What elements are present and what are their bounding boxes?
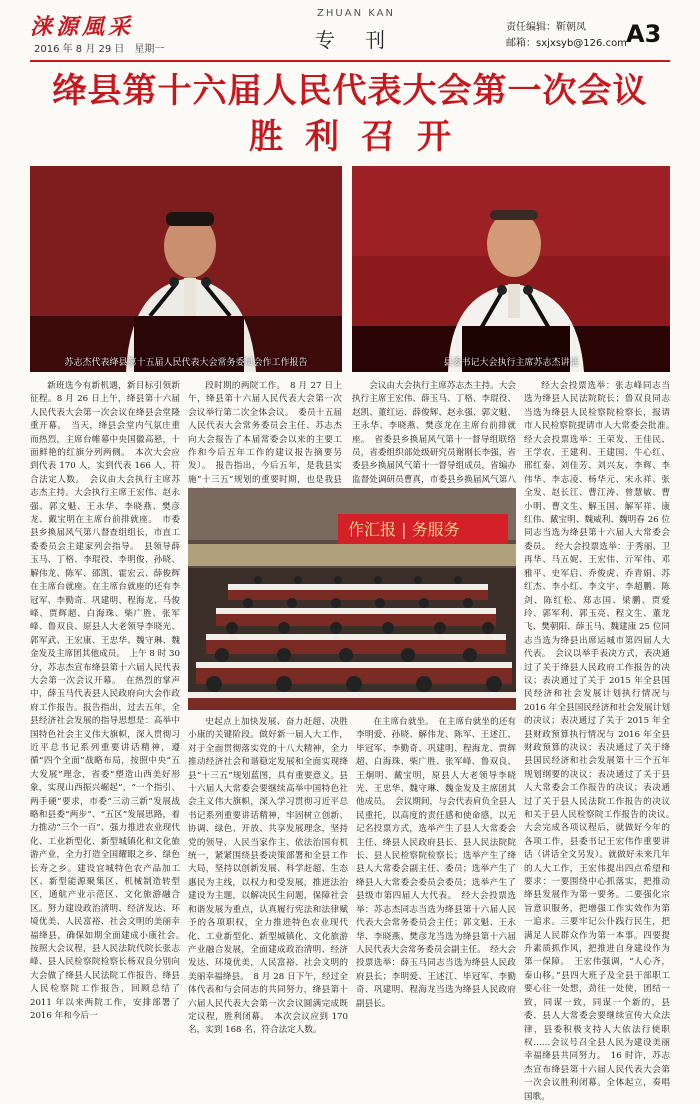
- article-column-5: [356, 716, 516, 1009]
- photo-hall: [188, 488, 516, 710]
- section-label-en: ZHUAN KAN: [317, 8, 395, 19]
- article-column-4: [352, 380, 516, 484]
- speaker-photo-right: [352, 166, 670, 372]
- issue-date: 2016 年 8 月 29 日 星期一: [34, 44, 165, 55]
- article-text-col6: 经大会投票选举：张志峰同志当选为绛县人民法院院长；鲁双良同志当选为绛县人民检察院检察长，报请市人民检察院提请市人大常委会批准。 经大会投票选举：王荣发、王佳民、王学农、王建利、王建国、牛心红、邢红泰、刘佳芳、刘兴友、李辉、李伟华、李志凌、杨华元、宋永祥、张全发、赵长江、曹江涛、曾慧敏、曹小明、曹文生、解玉国、解军祥、康红伟、戴宝明、魏威利、魏明春 26 位同志当选为绛县第十六届人大常委会委员。 经大会投票选举：于秀丽、卫再华、马五妮、王宏伟、亓军伟、邓雅平、史军启、乔俊虎、乔青娟、苏红杰、李小红、李文宇、李超鹏、陈剑、陈红松、郑志国、梁鹏、贾爱玲、郭军利、郭玉亮、程文生、董龙飞、樊朝阳、薛玉马、魏建康 25 位同志当选为绛县出席运城市第四届人大代表。 会议以举手表决方式，表决通过了关于绛县人民政府工作报告的决议；表决通过了关于 2015 年全县国民经济和社会发展计划执行情况与 2016 年全县国民经济和社会发展计划的决议；表决通过了关于 2015 年全县财政预算执行情况与 2016 年全县财政预算的决议；表决通过了关于绛县国民经济和社会发展第十三个五年规划纲要的决议；表决通过了关于县人大常委会工作报告的决议；表决通过了关于县人民法院工作报告的决议和关于县人民检察院工作报告的决议。 大会完成各项议程后，就做好今年的各项工作，县委书记王宏伟作重要讲话（讲话全文另发）。就做好未来几年的人大工作，王宏伟提出四点希望和要求：一要围绕中心抓落实，把推动绛县发展作为第一要务。二要强化宗旨意识服务，把增强工作实效作为第一追求。三要牢记公仆践行民生，把满足人民群众作为第一本事。四要提升素质抓作风，把推进自身建设作为第一保障。 王宏伟强调，“人心齐，泰山移。”县四大班子及全县干部职工要心往一处想，劲往一处使，团结一致，同谋一致，同谋一个新的，县委、县人大常委会要继续宣传大众法律，县委积极支持人大依法行使职权……会议号召全县人民为建设美丽幸福绛县共同努力。 16 时许，苏志杰宣布绛县第十六届人民代表大会第一次会议胜利闭幕。全体起立，奏唱国歌。: [524, 381, 679, 1102]
- section-label: 专 刊: [314, 28, 398, 52]
- article-column-6: [524, 380, 679, 1102]
- speaker-photo-left: [30, 166, 342, 372]
- masthead-rule: [30, 60, 670, 62]
- subheadline: 胜利召开: [249, 117, 473, 157]
- article-column-3: [188, 716, 348, 1036]
- article-text-col1: 新班选今有新机遇，新目标引领新征程。8 月 26 日上午，绛县第十六届人民代表大会第一次会议在绛县会堂隆重开幕。 当天，绛县会堂内气氛庄重而热烈，主席台帷幕中央国徽高悬，十面鲜艳的红旗分列两侧。 本次大会应到代表 170 人，实到代表 166 人，符合法定人数。 会议由大会执行主席苏志杰主持。大会执行主席王宏伟、赵永强、郭文魁、王永华、李晓燕、樊彦龙、戴宝明在主席台前排就座。 市委县乡换届风气第八督查组组长，市直工委委员会主建家列会指导。 县领导薛玉马、丁格、李琨役、李明俊、孙晓、解伟龙、陈军、邵凯、霍宏云、薛俊辉在主席台就座。在主席台就座的还有李冠军、李勤奇、巩建明、程海龙、马俊峰、贾辉超、白海珠、柴广胜、张军峰、鲁双良、原县人大老领导李晓光、郭军武、王宏康、王忠华、魏守琳、魏金发及主席团其他成员。 上午 8 时 30 分，苏志杰宣布绛县第十六届人民代表大会第一次会议开幕。 在热烈的掌声中，薛玉马代表县人民政府向大会作政府工作报告。报告指出，过去五年，全县经济社会发展的指导思想是：高举中国特色社会主义伟大旗帜，深入贯彻习近平总书记系列重要讲话精神，遵循“四个全面”战略布局，按照中央“五大发展”理念，省委“塑造山西美好形象，实现山西振兴崛起”，“一个指引、两手硬”要求，市委“三动三新”发展战略和县委“两步”、“五区”发展思路，着力推动“三个一百”、强力推进农业现代化、工业新型化、新型城镇化和文化旅游产业，全力打造全国耀眼之乡、绿色长寿之乡。建设宜城特色农产品加工区、新型能源聚集区、机械制造转型区，通航产业示范区、文化旅游融合区。努力建设政治清明、经济发达、环境优美、人民富裕、社会文明的美丽幸福绛县，确保如期全面建成小康社会。 按照大会议程，县人民法院代院长张志峰、县人民检察院检察长杨双良分别向大会做了绛县人民法院工作报告、绛县人民检察院工作报告，回顾总结了 2011 年以来两院工作，安排部署了 2016 年和今后一: [30, 381, 189, 1022]
- editor-block: [506, 20, 627, 52]
- newspaper-brand: 涞源風采: [30, 14, 135, 40]
- article-column-1: [30, 380, 189, 1022]
- article-text-col5: 在主席台就坐。 在主席台就坐的还有李明爱、孙晓、解伟龙、陈军、王述江、毕冠军、李勤奇、巩建明、程海龙、贾辉超、白海珠、柴广胜、张军峰、鲁双良、王炯明、戴宝明，原县人大老领导李晓光、王忠华、魏守琳、魏金发及主席团其他成员。 会议期间，与会代表肩负全县人民重托，以高度的责任感和使命感，以无记名投票方式，选举产生了县人大常委会主任、绛县人民政府县长、县人民法院院长、县人民检察院检察长；选举产生了绛县人大常委会副主任、委员；选举产生了绛县人大常委会委员会委员；选举产生了县级市第四届人大代表。 经大会投票选举：苏志杰同志当选为绛县第十六届人民代表大会常务委员会主任；郭文魁、王永华、李晓燕、樊彦龙当选为绛县第十六届人民代表大会常务委员会副主任。 经大会投票选举：薛玉马同志当选为绛县人民政府县长；李明爱、王述江、毕冠军、李勤奇、巩建明、程海龙当选为绛县人民政府副县长。: [356, 717, 516, 1009]
- editor-name: 责任编辑：靳朝凤: [506, 22, 586, 33]
- masthead: [0, 0, 700, 62]
- photo-right-caption: 县委书记大会执行主席苏志杰讲话: [443, 358, 579, 368]
- meeting-hall-photo: [188, 488, 516, 710]
- photo-left-caption: 苏志杰代表绛县第十五届人民代表大会常务委员会作工作报告: [64, 358, 308, 368]
- photo-left: [30, 166, 342, 372]
- article-text-col4: 会议由大会执行主席苏志杰主持。大会执行主席王宏伟、薛玉马、丁格、李琨役、赵凯、董红运、薛俊辉、赵永强、郭文魁、王永华、李晓燕、樊彦龙在主席台前排就座。 省委县乡换届风气第十一督导组联络员，省委组织部处级研究员谢刚长李强，省委县乡换届风气第十一督导组成员，省编办监督处调研员曹真，市委县乡换届风气第八: [352, 381, 516, 485]
- photo-right: [352, 166, 670, 372]
- article-text-col3: 史起点上加快发展、奋力赶超、决胜小康的关键阶段。做好新一届人大工作，对于全面贯彻落实党的十八大精神，全力推动经济社会和谐稳定发展和全面实现绛县“十三五”规划蓝图，具有重要意义。县十六届人大常委会要继续高举中国特色社会主义伟大旗帜，深入学习贯彻习近平总书记系列重要讲话精神，牢固树立创新、协调、绿色、开放、共享发展理念，坚持党的领导、人民当家作主、依法治国有机统一，紧紧围绕县委决策部署和全县工作大局，坚持以创新发展、科学赶超、生态惠民为主线，以权力和受发展，推进法治建设为主题，以解决民生问题，保障社会和谐发展为重点，认真履行宪法和法律赋予的各项职权，全力推进特色农业现代化、工业新型化、新型城镇化、文化旅游产业融合发展，全面建成政治清明、经济发达、环境优美，人民富裕、社会文明的美丽幸福绛县。 8 月 28 日下午，经过全体代表和与会同志的共同努力，绛县第十六届人民代表大会第一次会议圆满完成既定议程，胜利闭幕。 本次会议应到 170 名，实到 168 名，符合法定人数。: [188, 717, 348, 1036]
- hall-banner-text: 作汇报 | 务服务: [348, 520, 460, 539]
- page-number: A3: [626, 20, 662, 48]
- editor-email: 邮箱：sxjxsyb@126.com: [506, 38, 627, 49]
- article-text-col2: 段时期的两院工作。 8 月 27 日上午，绛县第十六届人民代表大会第一次会议举行第二次全体会议。 委员十五届人民代表大会常务委员会主任、苏志杰向大会报告了本届常委会以来的主要工作和今后五年工作的建议报告摘要另发）。 报告指出，今后五年，是我县实施“十三五”规划的重要时期，也是我县: [188, 381, 342, 485]
- headline: 绛县第十六届人民代表大会第一次会议: [52, 71, 648, 111]
- article-column-2: [188, 380, 342, 484]
